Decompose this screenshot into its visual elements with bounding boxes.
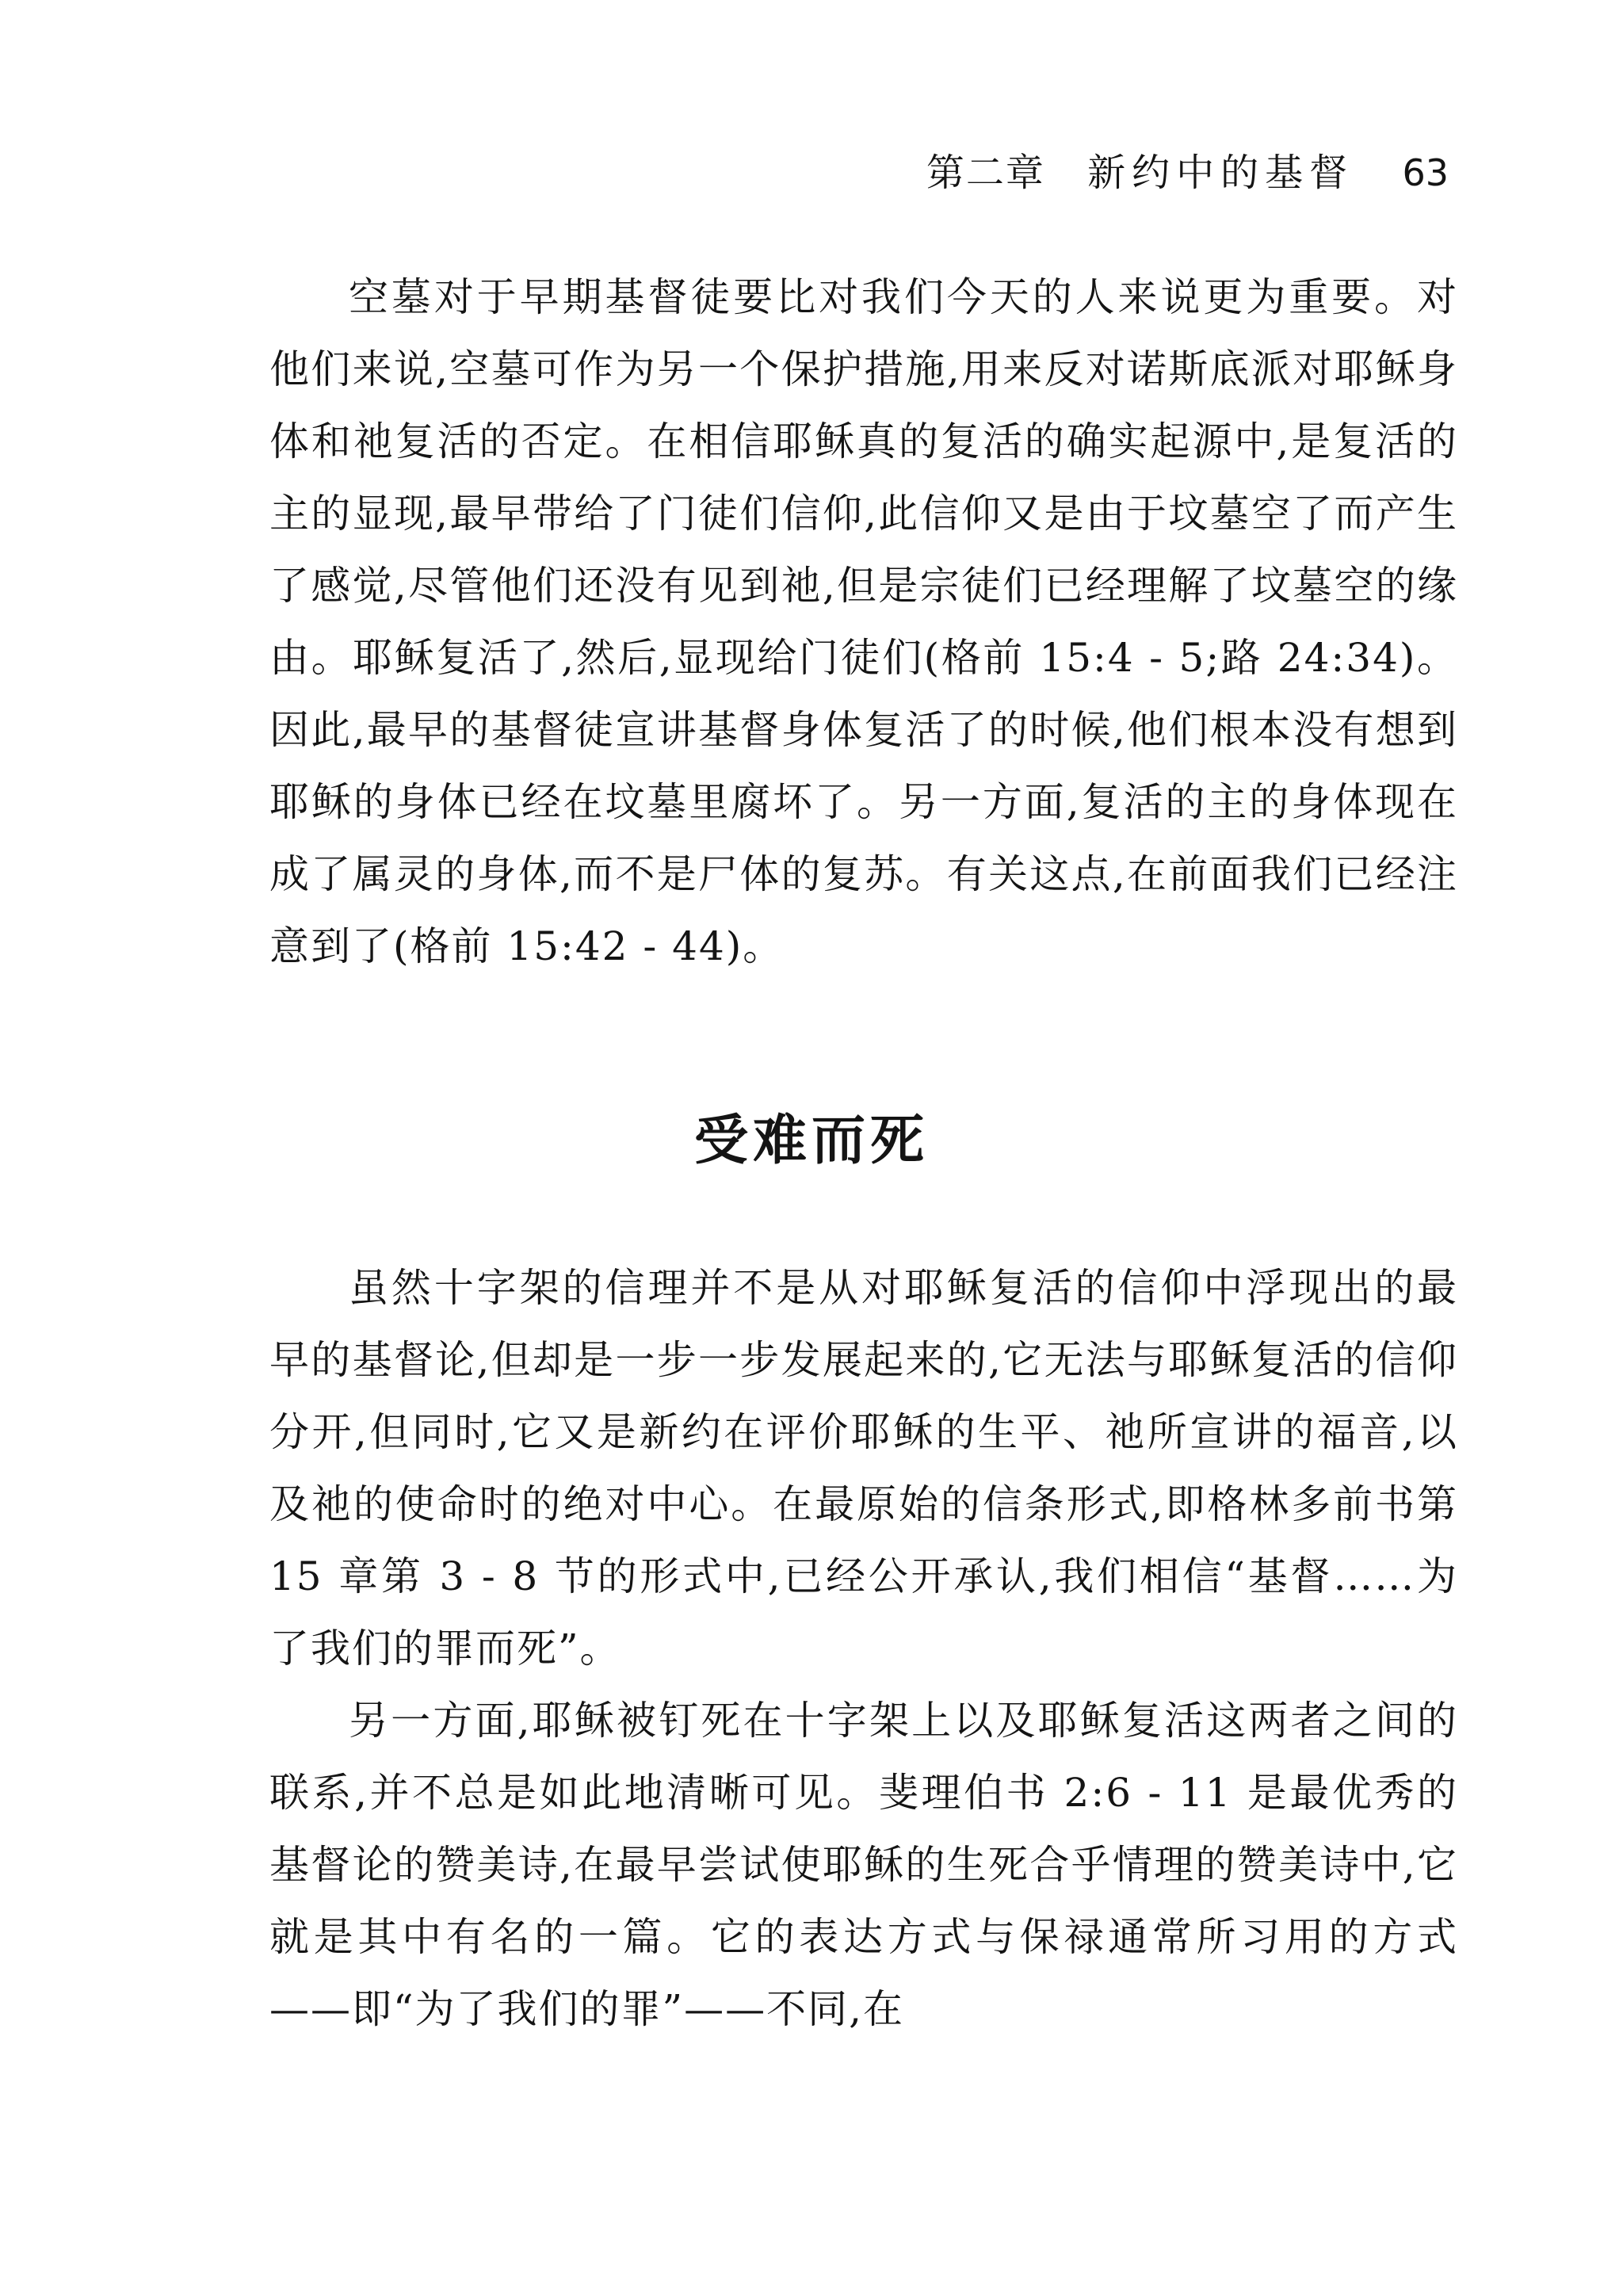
header-section-title: 新约中的基督 [1087, 151, 1354, 195]
section-1-text [269, 262, 1458, 983]
section-heading: 受难而死 [693, 1110, 929, 1172]
header-chapter: 第二章 [926, 151, 1045, 195]
paragraph-philippians-hymn: 另一方面,耶稣被钉死在十字架上以及耶稣复活这两者之间的联系,并不总是如此地清晰可见。斐理伯书 2:6 - 11 是最优秀的基督论的赞美诗,在最早尝试使耶稣的生死合乎情理的赞美诗中,它就是其中有名的一篇。它的表达方式与保禄通常所习用的方式——即“为了我们的罪”——不同,在 [269, 1698, 1458, 2032]
paragraph-cross-doctrine: 虽然十字架的信理并不是从对耶稣复活的信仰中浮现出的最早的基督论,但却是一步一步发展起来的,它无法与耶稣复活的信仰分开,但同时,它又是新约在评价耶稣的生平、祂所宣讲的福音,以及祂的使命时的绝对中心。在最原始的信条形式,即格林多前书第 15 章第 3 - 8 节的形式中,已经公开承认,我们相信“基督……为了我们的罪而死”。 [269, 1265, 1458, 1671]
paragraph-empty-tomb: 空墓对于早期基督徒要比对我们今天的人来说更为重要。对他们来说,空墓可作为另一个保护措施,用来反对诺斯底派对耶稣身体和祂复活的否定。在相信耶稣真的复活的确实起源中,是复活的主的显现,最早带给了门徒们信仰,此信仰又是由于坟墓空了而产生了感觉,尽管他们还没有见到祂,但是宗徒们已经理解了坟墓空的缘由。耶稣复活了,然后,显现给门徒们(格前 15:4 - 5;路 24:34)。因此,最早的基督徒宣讲基督身体复活了的时候,他们根本没有想到耶稣的身体已经在坟墓里腐坏了。另一方面,复活的主的身体现在成了属灵的身体,而不是尸体的复苏。有关这点,在前面我们已经注意到了(格前 15:42 - 44)。 [269, 274, 1458, 969]
section-2-text [269, 1252, 1458, 2046]
running-header [926, 147, 1449, 198]
page-number: 63 [1402, 151, 1449, 194]
